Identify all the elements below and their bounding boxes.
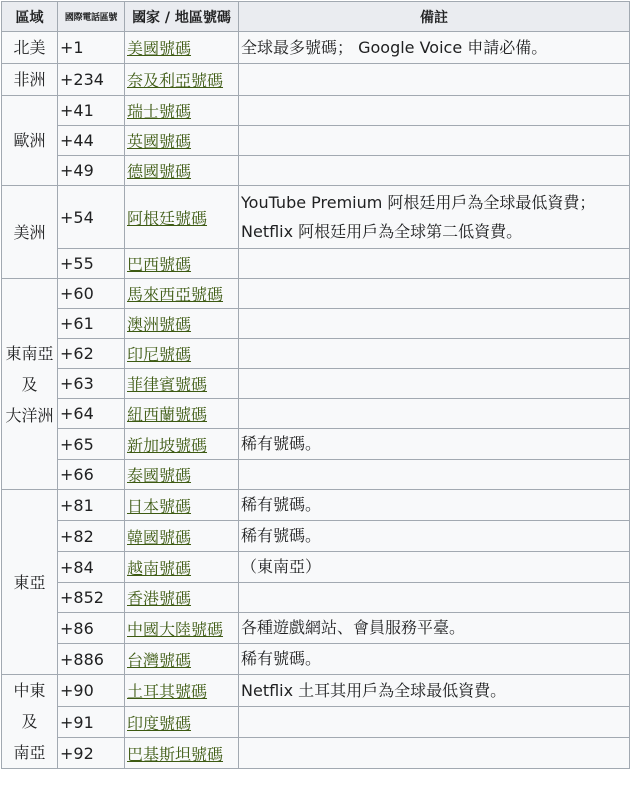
country-cell — [125, 186, 239, 249]
dial-code-cell: +84 — [58, 552, 125, 583]
dial-code-cell: +81 — [58, 490, 125, 521]
dial-code-cell: +62 — [58, 339, 125, 369]
country-cell — [125, 675, 239, 707]
table-row — [2, 96, 630, 126]
country-link[interactable]: 韓國號碼 — [127, 527, 192, 547]
country-cell — [125, 707, 239, 738]
note-cell — [239, 738, 630, 769]
country-link[interactable]: 印尼號碼 — [127, 345, 192, 364]
region-cell — [2, 96, 58, 186]
country-link[interactable]: 瑞士號碼 — [127, 102, 192, 121]
table-row — [2, 583, 630, 613]
note-cell — [239, 32, 630, 64]
dial-code-cell: +41 — [58, 96, 125, 126]
note-cell — [239, 552, 630, 583]
dial-code-cell: +63 — [58, 369, 125, 399]
table-row — [2, 707, 630, 738]
country-cell — [125, 460, 239, 490]
dial-code-cell: +65 — [58, 429, 125, 460]
dial-code-cell: +61 — [58, 309, 125, 339]
note-text: 稀有號碼。 — [241, 526, 322, 545]
region-cell — [2, 186, 58, 279]
country-link[interactable]: 阿根廷號碼 — [127, 208, 208, 228]
region-label: 北美 — [13, 38, 46, 57]
region-label: 美洲 — [13, 222, 46, 242]
dial-code-cell: +852 — [58, 583, 125, 613]
table-row — [2, 644, 630, 675]
phone-code-table — [1, 1, 630, 769]
note-cell — [239, 521, 630, 552]
table-row — [2, 490, 630, 521]
dial-code-cell: +90 — [58, 675, 125, 707]
country-cell — [125, 339, 239, 369]
region-label: 南亞 — [13, 743, 46, 762]
region-cell — [2, 279, 58, 490]
country-cell — [125, 369, 239, 399]
region-cell — [2, 64, 58, 96]
dial-code-cell: +82 — [58, 521, 125, 552]
country-link[interactable]: 奈及利亞號碼 — [127, 71, 224, 90]
note-cell — [239, 279, 630, 309]
country-link[interactable]: 香港號碼 — [127, 589, 192, 608]
table-row — [2, 613, 630, 644]
table-row — [2, 32, 630, 64]
region-label: 及 — [21, 374, 38, 394]
dial-code-cell: +44 — [58, 126, 125, 156]
note-text: 稀有號碼。 — [241, 495, 322, 514]
country-cell — [125, 279, 239, 309]
country-cell — [125, 64, 239, 96]
region-cell — [2, 675, 58, 769]
country-cell — [125, 309, 239, 339]
country-cell — [125, 156, 239, 186]
country-cell — [125, 738, 239, 769]
region-label: 東南亞 — [5, 343, 54, 363]
table-row — [2, 249, 630, 279]
note-cell — [239, 249, 630, 279]
dial-code-cell: +86 — [58, 613, 125, 644]
dial-code-cell: +886 — [58, 644, 125, 675]
region-label: 歐洲 — [13, 131, 46, 150]
region-label: 及 — [21, 712, 38, 731]
note-cell — [239, 186, 630, 249]
table-row — [2, 460, 630, 490]
region-cell — [2, 490, 58, 675]
dial-code-cell: +55 — [58, 249, 125, 279]
country-link[interactable]: 日本號碼 — [127, 496, 192, 516]
note-text: Netflix 土耳其用戶為全球最低資費。 — [241, 680, 507, 700]
table-row — [2, 156, 630, 186]
note-text: Netflix 阿根廷用戶為全球第二低資費。 — [241, 222, 523, 241]
country-cell — [125, 249, 239, 279]
table-row — [2, 339, 630, 369]
country-link[interactable]: 澳洲號碼 — [127, 315, 192, 334]
note-cell — [239, 707, 630, 738]
country-cell — [125, 644, 239, 675]
dial-code-cell: +1 — [58, 32, 125, 64]
country-link[interactable]: 中國大陸號碼 — [127, 619, 224, 639]
header-row — [2, 2, 630, 32]
note-text: （東南亞） — [241, 557, 322, 576]
header-dial-code: 國際電話區號 — [58, 2, 125, 32]
table-row — [2, 552, 630, 583]
table-row — [2, 279, 630, 309]
table-body — [2, 32, 630, 769]
country-link[interactable]: 英國號碼 — [127, 132, 192, 151]
note-text: 全球最多號碼； Google Voice 申請必備。 — [241, 37, 548, 57]
note-cell — [239, 126, 630, 156]
note-cell — [239, 399, 630, 429]
note-cell — [239, 613, 630, 644]
country-link[interactable]: 泰國號碼 — [127, 466, 192, 485]
note-cell — [239, 429, 630, 460]
region-label: 非洲 — [13, 70, 46, 89]
table-row — [2, 64, 630, 96]
country-cell — [125, 613, 239, 644]
table-row — [2, 521, 630, 552]
country-link[interactable]: 紐西蘭號碼 — [127, 405, 208, 424]
header-notes: 備註 — [239, 2, 630, 32]
note-cell — [239, 96, 630, 126]
country-link[interactable]: 台灣號碼 — [127, 650, 192, 670]
note-cell — [239, 156, 630, 186]
note-cell — [239, 64, 630, 96]
country-cell — [125, 583, 239, 613]
header-country: 國家 / 地區號碼 — [125, 2, 239, 32]
note-text: 稀有號碼。 — [241, 434, 322, 453]
note-cell — [239, 675, 630, 707]
note-cell — [239, 369, 630, 399]
country-link[interactable]: 越南號碼 — [127, 558, 192, 578]
dial-code-cell: +92 — [58, 738, 125, 769]
region-label: 中東 — [13, 681, 46, 700]
country-link[interactable]: 美國號碼 — [127, 39, 192, 58]
note-text: 稀有號碼。 — [241, 649, 322, 668]
country-cell — [125, 521, 239, 552]
table-row — [2, 126, 630, 156]
country-cell — [125, 490, 239, 521]
header-region: 區域 — [2, 2, 58, 32]
dial-code-cell: +66 — [58, 460, 125, 490]
note-text: YouTube Premium 阿根廷用戶為全球最低資費； — [241, 193, 596, 212]
region-label: 東亞 — [13, 572, 46, 592]
dial-code-cell: +234 — [58, 64, 125, 96]
country-link[interactable]: 德國號碼 — [127, 162, 192, 181]
table-row — [2, 369, 630, 399]
country-link[interactable]: 印度號碼 — [127, 713, 192, 733]
table-row — [2, 399, 630, 429]
table-row — [2, 675, 630, 707]
note-text: 各種遊戲網站、會員服務平臺。 — [241, 618, 466, 637]
dial-code-cell: +64 — [58, 399, 125, 429]
region-label: 大洋洲 — [5, 405, 54, 425]
table-row — [2, 738, 630, 769]
dial-code-cell: +54 — [58, 186, 125, 249]
country-cell — [125, 429, 239, 460]
note-cell — [239, 644, 630, 675]
country-cell — [125, 552, 239, 583]
country-cell — [125, 32, 239, 64]
country-link[interactable]: 巴西號碼 — [127, 255, 192, 274]
dial-code-cell: +60 — [58, 279, 125, 309]
region-cell — [2, 32, 58, 64]
table-row — [2, 186, 630, 249]
table-row — [2, 309, 630, 339]
country-link[interactable]: 巴基斯坦號碼 — [127, 744, 224, 764]
country-cell — [125, 96, 239, 126]
country-link[interactable]: 新加坡號碼 — [127, 435, 208, 455]
country-link[interactable]: 菲律賓號碼 — [127, 375, 208, 394]
note-cell — [239, 309, 630, 339]
country-cell — [125, 126, 239, 156]
dial-code-cell: +49 — [58, 156, 125, 186]
dial-code-cell: +91 — [58, 707, 125, 738]
note-cell — [239, 460, 630, 490]
note-cell — [239, 490, 630, 521]
country-link[interactable]: 馬來西亞號碼 — [127, 285, 224, 304]
note-cell — [239, 339, 630, 369]
country-link[interactable]: 土耳其號碼 — [127, 682, 208, 701]
table-row — [2, 429, 630, 460]
note-cell — [239, 583, 630, 613]
country-cell — [125, 399, 239, 429]
